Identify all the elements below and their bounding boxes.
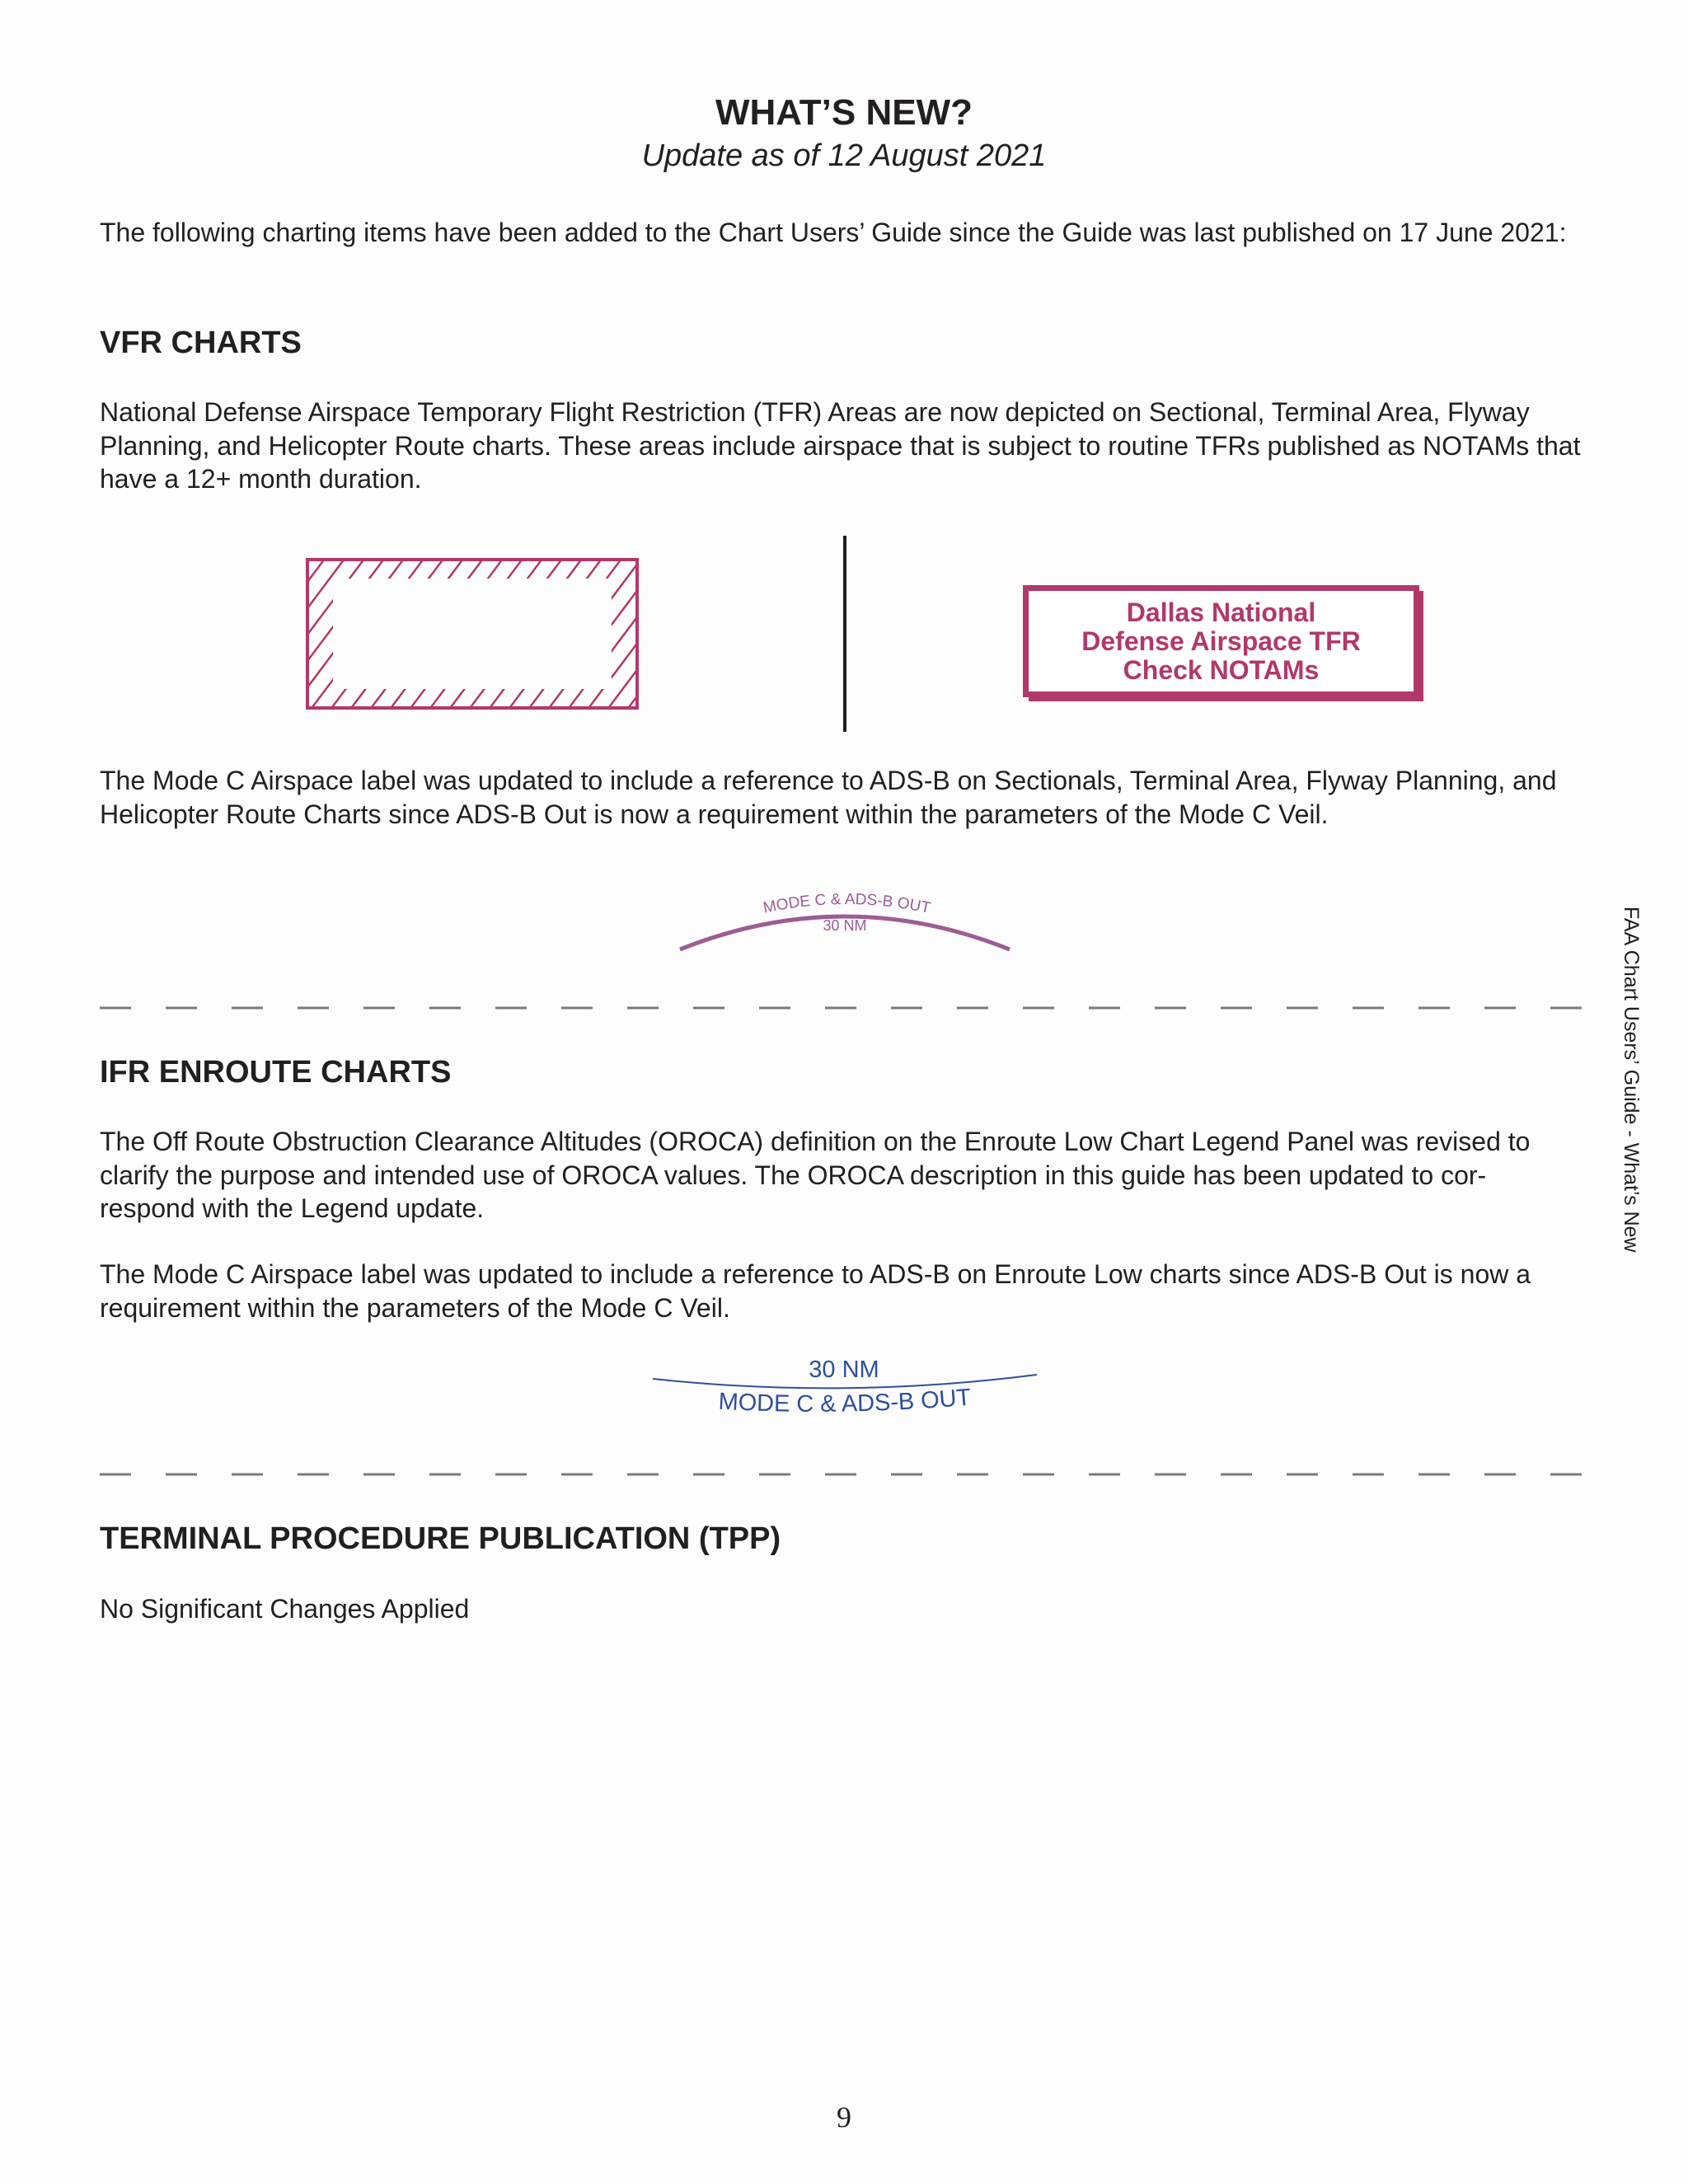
- page-subtitle: Update as of 12 August 2021: [641, 138, 1047, 173]
- vfr-mode-c-label: [659, 874, 1030, 956]
- tfr-label-box: [1023, 585, 1419, 697]
- ifr-mode-c-distance: 30 NM: [809, 1357, 879, 1383]
- intro-paragraph: The following charting items have been added to the Chart Users’ Guide since the Guide was last published on 17 June 2021:: [100, 218, 1567, 247]
- tfr-label-line-3: Check NOTAMs: [1123, 654, 1320, 685]
- vfr-paragraph-1: National Defense Airspace Temporary Flight Restriction (TFR) Areas are now depicted on Sectional, Terminal Area, Flyway Planning, and Helicopter Route charts. These areas include airspace that is subject to routine TFRs published as NOTAMs that have a 12+ month duration.: [100, 397, 1581, 494]
- tpp-heading: TERMINAL PROCEDURE PUBLICATION (TPP): [100, 1521, 781, 1556]
- page-number: 9: [837, 2101, 851, 2134]
- ifr-heading: IFR ENROUTE CHARTS: [100, 1055, 452, 1090]
- section-divider-1: [100, 1000, 1592, 1015]
- sidebar-running-title: FAA Chart Users’ Guide - What’s New: [1620, 907, 1643, 1253]
- tpp-paragraph: No Significant Changes Applied: [100, 1594, 470, 1624]
- figure-divider: [843, 536, 846, 732]
- vfr-heading: VFR CHARTS: [100, 326, 302, 360]
- page-title: WHAT’S NEW?: [715, 92, 973, 133]
- tfr-label-line-2: Defense Airspace TFR: [1081, 626, 1361, 656]
- ifr-mode-c-arc-text: MODE C & ADS-B OUT: [717, 1384, 973, 1418]
- tfr-area-hatched-symbol: [305, 557, 640, 710]
- ifr-paragraph-1: The Off Route Obstruction Clearance Altitudes (OROCA) definition on the Enroute Low Chart Legend Panel was revised to clarify the purpose and intended use of OROCA values. The OROCA description in this guide has been updated to cor- respond with the Legend update.: [100, 1127, 1531, 1223]
- tfr-label-line-1: Dallas National: [1126, 597, 1316, 627]
- vfr-mode-c-arc-text: MODE C & ADS-B OUT: [762, 890, 932, 917]
- vfr-paragraph-2: The Mode C Airspace label was updated to include a reference to ADS-B on Sectionals, Terminal Area, Flyway Planning, and Helicopter Route Charts since ADS-B Out is now a requirement within the parameters of the Mode C Veil.: [100, 766, 1557, 829]
- section-divider-2: [100, 1466, 1592, 1481]
- vfr-mode-c-distance: 30 NM: [823, 917, 867, 934]
- ifr-mode-c-label: [643, 1350, 1047, 1424]
- ifr-paragraph-2: The Mode C Airspace label was updated to include a reference to ADS-B on Enroute Low charts since ADS-B Out is now a requirement within the parameters of the Mode C Veil.: [100, 1259, 1531, 1323]
